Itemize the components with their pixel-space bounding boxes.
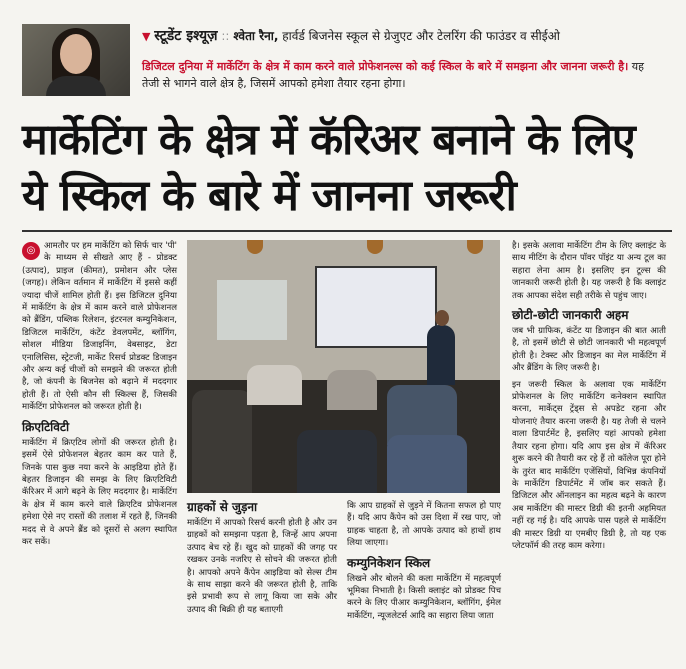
intro-text (142, 58, 662, 92)
author-description: हार्वर्ड बिजनेस स्कूल से ग्रेजुएट और टेलरिंग की फाउंडर व सीईओ (282, 29, 560, 43)
col3-paragraph-3: इन जरूरी स्किल के अलावा एक मार्केटिंग प्रोफेशनल के लिए मार्केटिंग कनेक्शन स्थापित करना, मार्केट्स ट्रेंड्स से अपडेट रहना और योजनाएं तैयार करना जरूरी है। यह तेजी से चलने वाला डिपार्टमेंट है, इसलिए यहां आपको हमेशा तैयार रहना होगा। यदि आप इस क्षेत्र में कॅरिअर शुरू करने की तैयारी कर रहे हैं तो कॉलेज पूरा होने के तुरंत बाद मार्केटिंग एजेंसियों, विभिन्न कंपनियों के मार्केटिंग डिपार्टमेंट में जॉब कर सकते हैं। डिजिटल और ऑनलाइन का महत्व बढ़ने के कारण अब मार्केटिंग की मास्टर डिग्री की इतनी अहमियत नहीं रह गई है। यदि आपके पास पहले से मार्केटिंग की मास्टर डिग्री या एमबीए डिग्री है, तो यह एक प्लेटफॉर्म की तरह काम करेगा। (512, 379, 666, 551)
headline: मार्केटिंग के क्षेत्र में कॅरिअर बनाने के लिए ये स्किल के बारे में जानना जरूरी (22, 115, 635, 221)
article-column-2a (187, 500, 337, 616)
col3-paragraph-1: है। इसके अलावा मार्केटिंग टीम के लिए क्लाइंट के साथ मीटिंग के दौरान पॉवर पॉइंट या अन्य टूल का सहारा लेना आम है। इसलिए इन टूल्स की जानकारी जरूरी होती है। यह जरूरी है कि क्लाइंट तक आपका संदेश सही तरीके से पहुंच जाए। (512, 241, 666, 301)
target-logo-icon: ◎ (22, 242, 40, 260)
col1-paragraph-2: मार्केटिंग में क्रिएटिव लोगों की जरूरत होती है। इसमें ऐसे प्रोफेशनल बेहतर काम कर पाते हैं, जिनके पास कुछ नया करने के आइडिया होते हैं। बेहतर डिजाइन की समझ के लिए क्रिएटिविटी कॅरिअर में आगे बढ़ने के लिए मददगार है। मार्केटिंग के क्षेत्र में काम करने वाले क्रिएटिव प्रोफेशनल हमेशा ऐसे नए रास्तों की तलाश में रहते हैं, जिनकी मदद से वे अपने ब्रैंड को दूसरों से अलग स्थापित कर सकें। (22, 437, 177, 547)
author-name: श्वेता रैना, (233, 29, 279, 43)
creativity-heading: क्रिएटिविटी (22, 419, 70, 434)
article-column-1 (22, 240, 177, 548)
triangle-icon: ▼ (142, 30, 151, 43)
column-name: स्टूडेंट इश्यूज़ (154, 28, 218, 44)
divider (22, 230, 672, 232)
col3-paragraph-2: जब भी ग्राफिक, कंटेंट या डिजाइन की बात आती है, तो इसमें छोटी से छोटी जानकारी भी महत्वपूर्ण होती है। टेक्स्ट और डिजाइन का मेल मार्केटिंग में और ब्रैंडिंग के लिए जरूरी है। (512, 326, 666, 374)
communication-heading: कम्युनिकेशन स्किल (347, 555, 431, 570)
article-column-2b (347, 500, 501, 622)
col1-paragraph-1: आमतौर पर हम मार्केटिंग को सिर्फ चार 'पी' के माध्यम से सीखते आए हैं - प्रोडक्ट (उत्पाद), प्राइज (कीमत), प्रमोशन और प्लेस (जगह)। लेकिन वर्तमान में मार्केटिंग में इससे कहीं ज्यादा चीजें शामिल होती हैं। इस डिजिटल दुनिया में मार्केटिंग के क्षेत्र में काम करने वाले प्रोफेशनल को ब्रैंडिंग, पब्लिक रिलेशन, इंटरनल कम्युनिकेशन, डिजिटल मार्केटिंग, कंटेंट डेवलपमेंट, ब्लॉगिंग, सोशल मीडिया डिजाइनिंग, वेबसाइट, डेटा एनालिसिस, स्ट्रेटजी, मार्केट रिसर्च प्रोडक्ट डिजाइन और अन्य कई चीजों को समझने की जरूरत होती है, जो कंपनी के बिजनेस को बढ़ाने में मददगार होती हैं। तो ऐसी कौन सी स्किल्स हैं, जिसकी मार्केटिंग प्रोफेशनल को जरूरत होती है। (22, 241, 177, 413)
col2b-paragraph-2: लिखने और बोलने की कला मार्केटिंग में महत्वपूर्ण भूमिका निभाती है। किसी क्लाइंट को प्रोडक्ट पिच करने के लिए पीआर कम्युनिकेशन, ब्लॉगिंग, ईमेल मार्केटिंग, न्यूजलेटर्स आदि का सहारा लिया जाता (347, 573, 501, 621)
author-photo (22, 24, 130, 96)
col2a-paragraph: मार्केटिंग में आपको रिसर्च करनी होती है और उन ग्राहकों को समझना पड़ता है, जिन्हें आप अपना उत्पाद बेच रहे हैं। खुद को ग्राहकों की जगह पर रखकर उनके नजरिए से सोचने की जरूरत होती है। आपको अपने कैंपेन आइडिया को सेल्स टीम के साथ साझा करने की जरूरत होती है, ताकि इसे प्रभावी रूप से लागू किया जा सके और उत्पाद की बिक्री ही यह बताएगी (187, 518, 337, 615)
intro-rest: यह तेजी से भागने वाले क्षेत्र है, जिसमें आपको हमेशा तैयार रहना होगा। (142, 60, 644, 90)
intro-highlight: डिजिटल दुनिया में मार्केटिंग के क्षेत्र में काम करने वाले प्रोफेशनल्स को कई स्किल के बारे में समझना और जानना जरूरी है। (142, 60, 629, 73)
customers-heading: ग्राहकों से जुड़ना (187, 500, 258, 514)
col2b-paragraph-1: कि आप ग्राहकों से जुड़ने में कितना सफल हो पाए हैं। यदि आप कैंपेन को उस दिशा में रख पाए, जो ग्राहक चाहता है, तो आपके उत्पाद को हाथों हाथ लिया जाएगा। (347, 501, 501, 549)
byline: ▼ स्टूडेंट इश्यूज़ :: श्वेता रैना, हार्वर्ड बिजनेस स्कूल से ग्रेजुएट और टेलरिंग की फाउंडर व सीईओ (142, 28, 560, 44)
small-info-heading: छोटी-छोटी जानकारी अहम (512, 308, 629, 323)
classroom-photo (187, 240, 500, 493)
article-column-3 (512, 240, 666, 552)
